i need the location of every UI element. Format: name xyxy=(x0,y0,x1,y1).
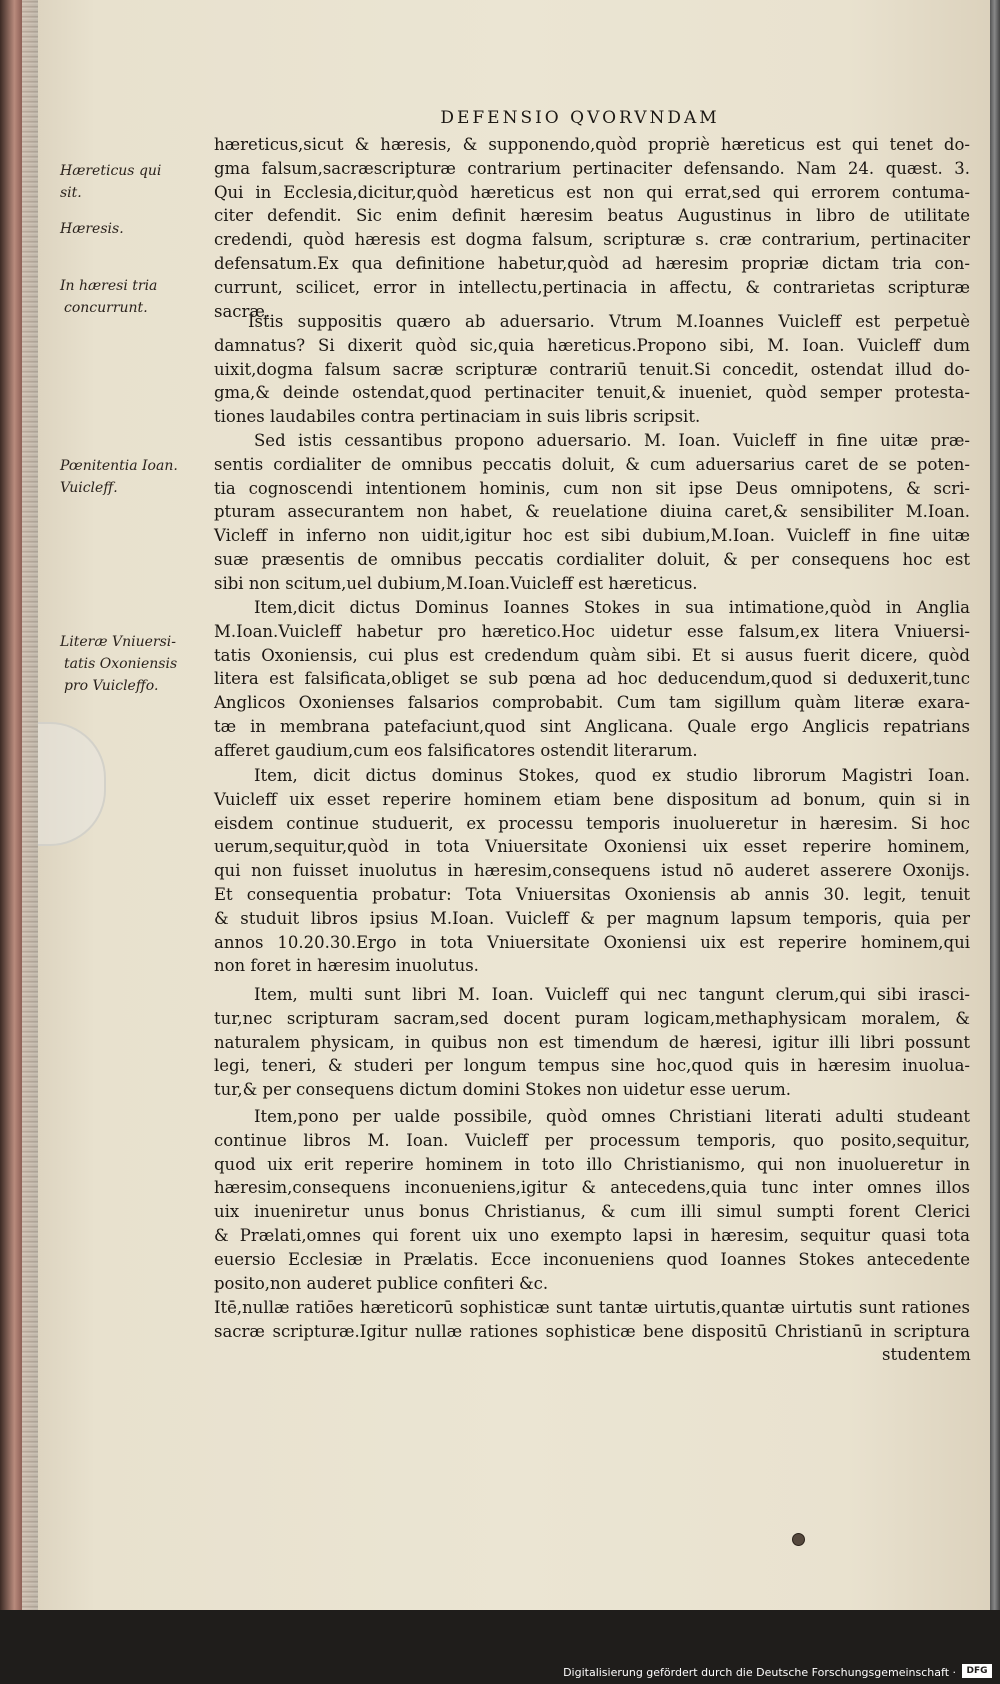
text-line: Istis suppositis quæro ab aduersario. Vtrum M.Ioannes Vuicleff est perpetuè xyxy=(248,312,970,331)
margin-note-line: Literæ Vniuersi- xyxy=(60,634,176,650)
margin-note-line: In hæresi tria xyxy=(60,278,158,294)
text-line: M.Ioan.Vuicleff habetur pro hæretico.Hoc uidetur esse falsum,ex litera Vniuersi- xyxy=(214,621,970,641)
text-line: tur,& per consequens dictum domini Stokes non uidetur esse uerum. xyxy=(214,1080,791,1100)
text-line: Item,pono per ualde possibile, quòd omnes Christiani literati adulti studeant xyxy=(254,1107,970,1126)
book-edge-right xyxy=(990,0,1000,1610)
text-line: citer defendit. Sic enim definit hæresim beatus Augustinus in libro de utilitate xyxy=(214,206,970,226)
running-header: DEFENSIO QVORVNDAM xyxy=(440,108,720,128)
text-line: Vuicleff uix esset reperire hominem etiam bene dispositum ad bonum, quin si in xyxy=(214,789,970,809)
paragraph-p1 xyxy=(214,133,970,323)
text-line: tæ in membrana patefaciunt,quod sint Anglicana. Quale ergo Anglicis repatrians xyxy=(214,716,970,736)
text-line: qui non fuisset inuolutus in hæresim,consequens istud nō auderet asserere Oxonijs. xyxy=(214,861,970,881)
text-line: Qui in Ecclesia,dicitur,quòd hæreticus est non qui errat,sed qui errorem contuma- xyxy=(214,182,970,202)
text-line: litera est falsificata,obliget se sub pœna ad hoc deducendum,quod si deduxerit,tunc xyxy=(214,669,970,689)
paragraph-p2 xyxy=(214,310,970,429)
paragraph-p5 xyxy=(214,764,970,978)
margin-note-line: Pœnitentia Ioan. xyxy=(60,458,178,474)
text-line: credendi, quòd hæresis est dogma falsum, scripturæ s. cræ contrarium, pertinaciter xyxy=(214,230,970,250)
text-line: non foret in hæresim inuolutus. xyxy=(214,956,479,976)
text-line: sacræ. xyxy=(214,301,271,321)
text-line: legi, teneri, & studeri per longum tempus sine hoc,quod quis in hæresim inuolua- xyxy=(214,1056,970,1076)
margin-note-haereticus xyxy=(60,160,235,204)
paragraph-p8 xyxy=(214,1296,970,1344)
text-line: Itē,nullæ ratiōes hæreticorū sophisticæ sunt tantæ uirtutis,quantæ uirtutis sunt rationes xyxy=(214,1298,970,1317)
text-line: & Prælati,omnes qui forent uix uno exempto lapsi in hæresim, sequitur quasi tota xyxy=(214,1225,970,1245)
text-line: afferet gaudium,cum eos falsificatores ostendit literarum. xyxy=(214,740,698,760)
text-line: uerum,sequitur,quòd in tota Vniuersitate Oxoniensi uix esset reperire hominem, xyxy=(214,837,970,857)
text-line: suæ præsentis de omnibus peccatis cordialiter doluit, & per consequens hoc est xyxy=(214,549,970,569)
text-line: gma,& deinde ostendat,quod pertinaciter tenuit,& inueniet, quòd semper protesta- xyxy=(214,383,970,403)
text-line: continue libros M. Ioan. Vuicleff per processum temporis, quo posito,sequitur, xyxy=(214,1130,970,1150)
text-line: gma falsum,sacræscripturæ contrarium pertinaciter defensando. Nam 24. quæst. 3. xyxy=(214,158,970,178)
text-line: naturalem physicam, in quibus non est timendum de hæresi, igitur illi libri possunt xyxy=(214,1032,970,1052)
catchword: studentem xyxy=(882,1345,971,1364)
footer-credit: Digitalisierung gefördert durch die Deutsche Forschungsgemeinschaft · xyxy=(563,1666,956,1679)
dfg-logo: DFG xyxy=(962,1664,992,1678)
margin-note-line: pro Vuicleffo. xyxy=(64,678,159,694)
margin-note-line: Hæresis. xyxy=(60,221,124,237)
text-line: pturam assecurantem non habet, & reuelatione diuina caret,& sensibiliter M.Ioan. xyxy=(214,502,970,522)
text-line: Item, multi sunt libri M. Ioan. Vuicleff qui nec tangunt clerum,qui sibi irasci- xyxy=(254,985,970,1004)
ink-spot xyxy=(792,1533,805,1546)
text-line: tur,nec scripturam sacram,sed docent puram logicam,methaphysicam moralem, & xyxy=(214,1008,970,1028)
margin-note-haeresis xyxy=(60,218,235,240)
text-line: Item,dicit dictus Dominus Ioannes Stokes in sua intimatione,quòd in Anglia xyxy=(254,598,970,617)
text-line: tia cognoscendi intentionem hominis, cum non sit ipse Deus omnipotens, & scri- xyxy=(214,478,970,498)
text-line: & studuit libros ipsius M.Ioan. Vuicleff & per magnum lapsum temporis, quia per xyxy=(214,908,970,928)
margin-note-tria xyxy=(60,275,235,319)
text-line: euersio Ecclesiæ in Prælatis. Ecce inconueniens quod Ioannes Stokes antecedente xyxy=(214,1249,970,1269)
text-line: Sed istis cessantibus propono aduersario. M. Ioan. Vuicleff in fine uitæ præ- xyxy=(254,431,970,450)
margin-note-line: concurrunt. xyxy=(64,300,148,316)
text-line: eisdem continue studuerit, ex processu temporis inuolueretur in hæresim. Si hoc xyxy=(214,813,970,833)
text-line: currunt, scilicet, error in intellectu,pertinacia in affectu, & contrarietas scripturæ xyxy=(214,277,970,297)
paragraph-p6 xyxy=(214,983,970,1102)
text-line: sibi non scitum,uel dubium,M.Ioan.Vuicleff est hæreticus. xyxy=(214,573,698,593)
text-line: sentis cordialiter de omnibus peccatis doluit, & cum aduersarius caret de se poten- xyxy=(214,454,970,474)
margin-note-line: Vuicleff. xyxy=(60,480,118,496)
text-line: tatis Oxoniensis, cui plus est credendum quàm sibi. Et si ausus fuerit dicere, quòd xyxy=(214,645,970,665)
text-line: Item, dicit dictus dominus Stokes, quod ex studio librorum Magistri Ioan. xyxy=(254,766,970,785)
text-line: tiones laudabiles contra pertinaciam in suis libris scripsit. xyxy=(214,407,701,427)
paragraph-p4 xyxy=(214,596,970,763)
paragraph-p7 xyxy=(214,1105,970,1295)
margin-note-poenitentia xyxy=(60,455,235,499)
text-line: defensatum.Ex qua definitione habetur,quòd ad hæresim propriæ dictam tria con- xyxy=(214,253,970,273)
text-line: hæreticus,sicut & hæresis, & supponendo,quòd propriè hæreticus est qui tenet do- xyxy=(214,135,970,154)
text-line: annos 10.20.30.Ergo in tota Vniuersitate Oxoniensi uix est reperire hominem,qui xyxy=(214,932,970,952)
margin-note-litera xyxy=(60,631,235,697)
text-line: uix inueniretur unus bonus Christianus, & cum illi simul sumpti forent Clerici xyxy=(214,1202,970,1222)
text-line: posito,non auderet publice confiteri &c. xyxy=(214,1273,549,1293)
text-line: sacræ scripturæ.Igitur nullæ rationes sophisticæ bene dispositū Christianū in scriptura xyxy=(214,1321,970,1341)
text-line: Vicleff in inferno non uidit,igitur hoc est sibi dubium,M.Ioan. Vuicleff in fine uitæ xyxy=(214,526,970,546)
text-line: hæresim,consequens inconueniens,igitur & antecedens,quia tunc inter omnes illos xyxy=(214,1178,970,1198)
text-line: damnatus? Si dixerit quòd sic,quia hæreticus.Propono sibi, M. Ioan. Vuicleff dum xyxy=(214,335,970,355)
margin-note-line: tatis Oxoniensis xyxy=(64,656,178,672)
margin-note-line: sit. xyxy=(60,185,82,201)
paragraph-p3 xyxy=(214,429,970,596)
text-line: Et consequentia probatur: Tota Vniuersitas Oxoniensis ab annis 30. legit, tenuit xyxy=(214,884,970,904)
text-line: Anglicos Oxonienses falsarios comprobabit. Cum tam sigillum quàm literæ exara- xyxy=(214,693,970,713)
text-line: quod uix erit reperire hominem in toto illo Christianismo, qui non inuolueretur in xyxy=(214,1154,970,1174)
text-line: uixit,dogma falsum sacræ scripturæ contrariū tenuit.Si concedit, ostendat illud do- xyxy=(214,359,970,379)
margin-note-line: Hæreticus qui xyxy=(60,163,162,179)
